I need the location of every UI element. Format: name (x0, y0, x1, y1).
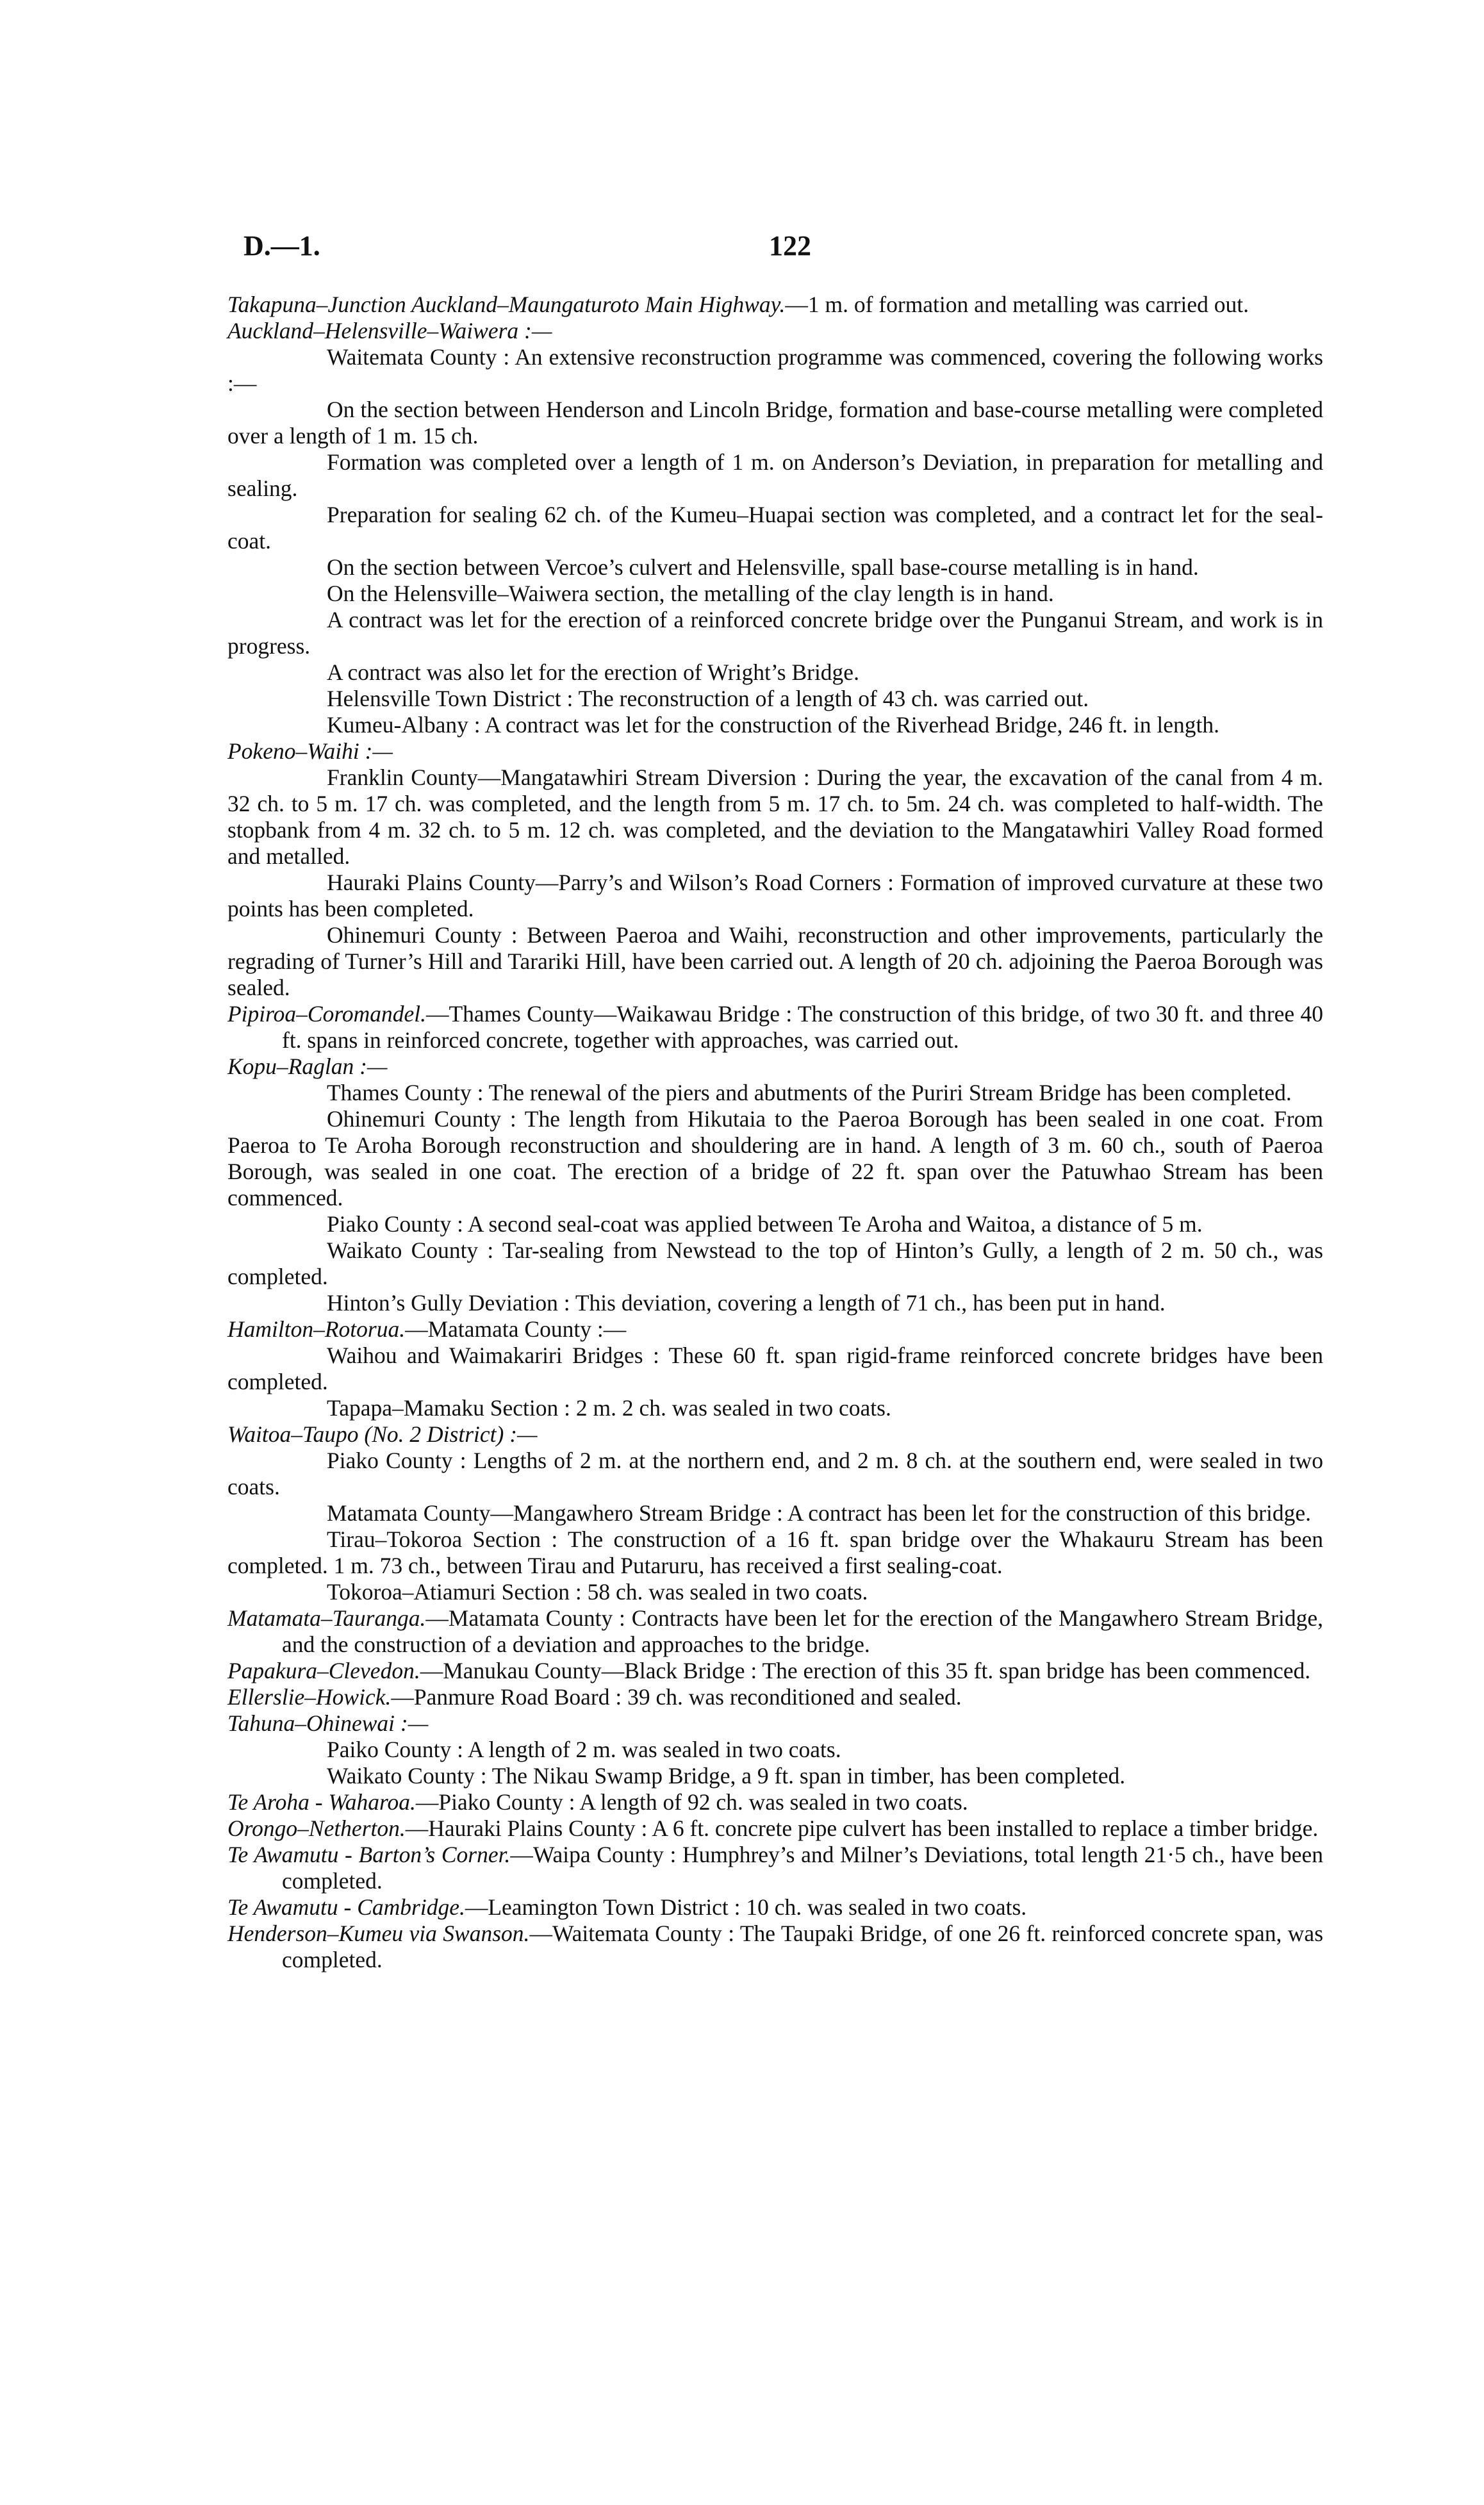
road-entry (227, 292, 1323, 318)
document-reference: D.—1. (243, 230, 320, 261)
entry-text: —1 m. of formation and metalling was carried out. (785, 292, 1249, 317)
section-heading (227, 1054, 1323, 1080)
paragraph: Franklin County—Mangatawhiri Stream Diversion : During the year, the excavation of the canal from 4 m. 32 ch. to 5 m. 17 ch. was completed, and the length from 5 m. 17 ch. to 5m. 24 ch. was completed to half-width. The stopbank from 4 m. 32 ch. to 5 m. 12 ch. was completed, and the deviation to the Mangatawhiri Valley Road formed and metalled. (227, 765, 1323, 869)
road-title: Hamilton–Rotorua. (227, 1316, 406, 1342)
road-title: Papakura–Clevedon. (227, 1658, 420, 1683)
paragraph: Waikato County : The Nikau Swamp Bridge, a 9 ft. span in timber, has been completed. (327, 1763, 1126, 1789)
paragraph: Matamata County—Mangawhero Stream Bridge : A contract has been let for the construction of this bridge. (327, 1500, 1311, 1526)
paragraph: Waikato County : Tar-sealing from Newstead to the top of Hinton’s Gully, a length of 2 m. 50 ch., was completed. (227, 1237, 1323, 1289)
entry-text: —Thames County—Waikawau Bridge : The construction of this bridge, of two 30 ft. and three 40 ft. spans in reinforced concrete, together with approaches, was carried out. (282, 1001, 1323, 1053)
paragraph: Waihou and Waimakariri Bridges : These 60 ft. span rigid-frame reinforced concrete bridges have been completed. (227, 1343, 1323, 1394)
section-heading (227, 318, 1323, 344)
entry-text: —Waitemata County : The Taupaki Bridge, of one 26 ft. reinforced concrete span, was completed. (282, 1921, 1324, 1972)
paragraph: Tokoroa–Atiamuri Section : 58 ch. was sealed in two coats. (327, 1579, 868, 1605)
paragraph: Ohinemuri County : Between Paeroa and Waihi, reconstruction and other improvements, particularly the regrading of Turner’s Hill and Tarariki Hill, have been carried out. A length of 20 ch. adjoining the Paeroa Borough was sealed. (227, 922, 1323, 1000)
entry-text: —Waipa County : Humphrey’s and Milner’s Deviations, total length 21·5 ch., have been completed. (282, 1842, 1324, 1894)
entry-text: —Matamata County : Contracts have been let for the erection of the Mangawhero Stream Bridge, and the construction of a deviation and approaches to the bridge. (282, 1605, 1323, 1657)
paragraph: Hinton’s Gully Deviation : This deviation, covering a length of 71 ch., has been put in hand. (327, 1290, 1166, 1316)
road-title: Auckland–Helensville–Waiwera :— (227, 318, 552, 343)
paragraph: Kumeu-Albany : A contract was let for the construction of the Riverhead Bridge, 246 ft. in length. (327, 712, 1220, 738)
road-entry (227, 1684, 1323, 1710)
road-title: Tahuna–Ohinewai :— (227, 1710, 429, 1736)
paragraph: Tirau–Tokoroa Section : The construction of a 16 ft. span bridge over the Whakauru Stream has been completed. 1 m. 73 ch., between Tirau and Putaruru, has received a first sealing-coat. (227, 1526, 1323, 1578)
entry-text: —Leamington Town District : 10 ch. was sealed in two coats. (465, 1894, 1027, 1920)
paragraph: Piako County : Lengths of 2 m. at the northern end, and 2 m. 8 ch. at the southern end, were sealed in two coats. (227, 1448, 1323, 1500)
road-title: Te Awamutu - Cambridge. (227, 1894, 465, 1920)
paragraph: On the section between Vercoe’s culvert and Helensville, spall base-course metalling is in hand. (327, 554, 1199, 580)
road-entry (227, 1894, 1323, 1921)
paragraph: A contract was let for the erection of a reinforced concrete bridge over the Punganui Stream, and work is in progress. (227, 607, 1323, 659)
road-title: Te Awamutu - Barton’s Corner. (227, 1842, 511, 1867)
road-entry (227, 1789, 1323, 1815)
road-title: Pipiroa–Coromandel. (227, 1001, 426, 1027)
entry-text: —Piako County : A length of 92 ch. was sealed in two coats. (415, 1789, 968, 1815)
paragraph: Helensville Town District : The reconstruction of a length of 43 ch. was carried out. (327, 686, 1089, 711)
paragraph: Thames County : The renewal of the piers and abutments of the Puriri Stream Bridge has been completed. (327, 1080, 1292, 1105)
road-entry (227, 1001, 1323, 1054)
road-title: Orongo–Netherton. (227, 1815, 406, 1841)
section-heading (227, 738, 1323, 765)
entry-text: —Manukau County—Black Bridge : The erection of this 35 ft. span bridge has been commenced. (420, 1658, 1311, 1683)
section-heading (227, 1710, 1323, 1737)
page-header (243, 229, 1333, 268)
paragraph: Preparation for sealing 62 ch. of the Kumeu–Huapai section was completed, and a contract let for the seal-coat. (227, 502, 1323, 554)
paragraph: Paiko County : A length of 2 m. was sealed in two coats. (327, 1737, 841, 1762)
paragraph: Waitemata County : An extensive reconstruction programme was commenced, covering the following works :— (227, 344, 1323, 396)
entry-text: —Panmure Road Board : 39 ch. was reconditioned and sealed. (391, 1684, 962, 1710)
road-entry (227, 1842, 1323, 1894)
paragraph: Tapapa–Mamaku Section : 2 m. 2 ch. was sealed in two coats. (327, 1395, 891, 1421)
road-entry (227, 1815, 1323, 1842)
section-heading (227, 1421, 1323, 1448)
road-title: Takapuna–Junction Auckland–Maungaturoto Main Highway. (227, 292, 786, 317)
road-title: Kopu–Raglan :— (227, 1054, 388, 1079)
paragraph: Formation was completed over a length of 1 m. on Anderson’s Deviation, in preparation for metalling and sealing. (227, 449, 1323, 501)
entry-text: —Matamata County :— (405, 1316, 627, 1342)
road-title: Henderson–Kumeu via Swanson. (227, 1921, 530, 1946)
road-title: Ellerslie–Howick. (227, 1684, 392, 1710)
road-entry (227, 1605, 1323, 1658)
road-entry (227, 1316, 1323, 1343)
paragraph: Ohinemuri County : The length from Hikutaia to the Paeroa Borough has been sealed in one coat. From Paeroa to Te Aroha Borough reconstruction and shouldering are in hand. A length of 3 m. 60 ch., south of Paeroa Borough, was sealed in one coat. The erection of a bridge of 22 ft. span over the Patuwhao Stream has been commenced. (227, 1106, 1323, 1211)
page-number: 122 (769, 230, 811, 261)
road-title: Matamata–Tauranga. (227, 1605, 426, 1631)
road-title: Te Aroha - Waharoa. (227, 1789, 416, 1815)
road-entry (227, 1658, 1323, 1684)
paragraph: A contract was also let for the erection of Wright’s Bridge. (327, 659, 859, 685)
report-body (227, 292, 1323, 1973)
road-title: Waitoa–Taupo (No. 2 District) :— (227, 1421, 538, 1447)
entry-text: —Hauraki Plains County : A 6 ft. concrete pipe culvert has been installed to replace a timber bridge. (405, 1815, 1319, 1841)
road-entry (227, 1921, 1323, 1973)
paragraph: Piako County : A second seal-coat was applied between Te Aroha and Waitoa, a distance of 5 m. (327, 1211, 1203, 1237)
paragraph: Hauraki Plains County—Parry’s and Wilson’s Road Corners : Formation of improved curvature at these two points has been completed. (227, 870, 1323, 922)
paragraph: On the Helensville–Waiwera section, the metalling of the clay length is in hand. (327, 581, 1054, 606)
paragraph: On the section between Henderson and Lincoln Bridge, formation and base-course metalling were completed over a length of 1 m. 15 ch. (227, 397, 1323, 449)
road-title: Pokeno–Waihi :— (227, 738, 393, 764)
